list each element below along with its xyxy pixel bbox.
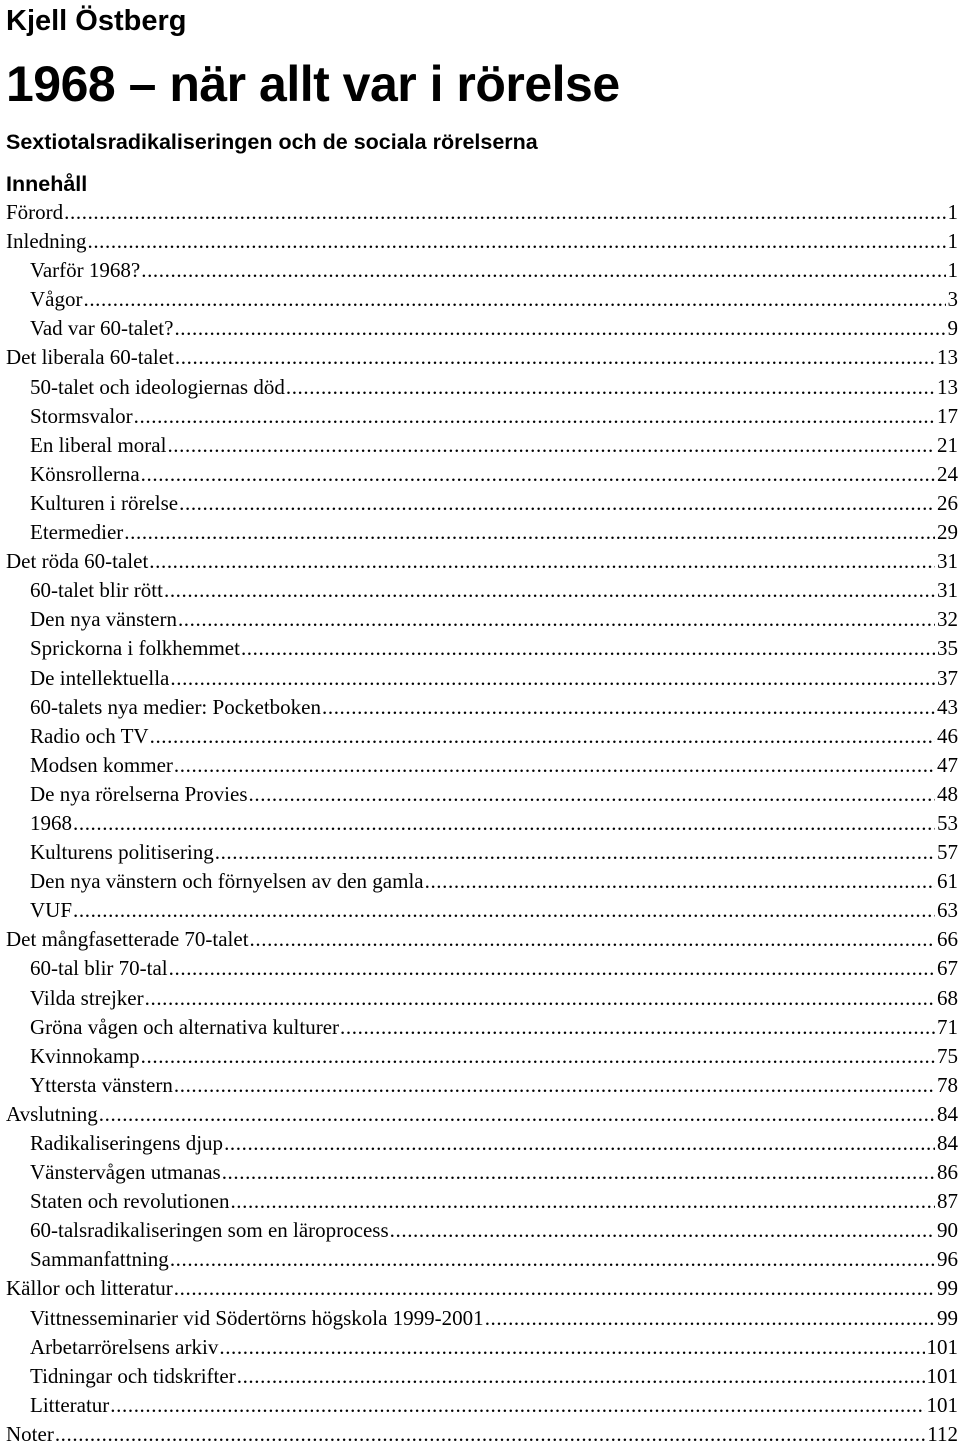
toc-dot-leader	[237, 1362, 925, 1391]
toc-entry[interactable]	[6, 1071, 958, 1100]
toc-entry-label: De nya rörelserna Provies	[30, 781, 248, 806]
toc-entry-label: Det mångfasetterade 70-talet	[6, 927, 249, 952]
author-name: Kjell Östberg	[6, 5, 187, 37]
toc-dot-leader	[73, 896, 935, 925]
toc-dot-leader	[219, 1333, 924, 1362]
toc-entry[interactable]	[6, 664, 958, 693]
subtitle: Sextiotalsradikaliseringen och de sociala rörelserna	[6, 130, 538, 154]
toc-dot-leader	[224, 1129, 935, 1158]
toc-dot-leader	[99, 1100, 935, 1129]
toc-entry[interactable]	[6, 984, 958, 1013]
toc-entry-page-number: 101	[926, 1334, 958, 1359]
toc-entry-label: 60-talets nya medier: Pocketboken	[30, 694, 321, 719]
toc-entry[interactable]	[6, 1187, 958, 1216]
toc-entry[interactable]	[6, 751, 958, 780]
toc-entry-page-number: 84	[937, 1131, 958, 1155]
toc-entry-label: Litteratur	[30, 1392, 110, 1417]
toc-dot-leader	[150, 722, 935, 751]
toc-dot-leader	[164, 576, 935, 605]
toc-dot-leader	[215, 838, 935, 867]
toc-entry[interactable]	[6, 431, 958, 460]
toc-entry-page-number: 86	[937, 1160, 958, 1185]
toc-entry-label: Vilda strejker	[30, 985, 144, 1010]
toc-entry[interactable]	[6, 867, 958, 896]
toc-entry[interactable]	[6, 634, 958, 663]
toc-dot-leader	[83, 285, 945, 314]
toc-entry[interactable]	[6, 1304, 958, 1333]
toc-entry[interactable]	[6, 809, 958, 838]
toc-entry[interactable]	[6, 285, 958, 314]
toc-dot-leader	[141, 1042, 935, 1071]
toc-entry[interactable]	[6, 1420, 958, 1449]
toc-entry[interactable]	[6, 343, 958, 372]
toc-entry-page-number: 68	[937, 985, 958, 1010]
table-of-contents	[6, 198, 958, 1449]
toc-entry-page-number: 1	[947, 200, 958, 224]
toc-entry-label: Det röda 60-talet	[6, 549, 149, 574]
toc-entry[interactable]	[6, 314, 958, 343]
toc-entry-label: En liberal moral	[30, 432, 167, 457]
toc-entry[interactable]	[6, 838, 958, 867]
toc-entry-page-number: 87	[937, 1189, 958, 1214]
toc-entry-page-number: 35	[937, 636, 958, 661]
toc-entry[interactable]	[6, 1013, 958, 1042]
toc-entry[interactable]	[6, 1158, 958, 1187]
toc-entry-label: Tidningar och tidskrifter	[30, 1363, 236, 1388]
toc-entry-page-number: 48	[937, 781, 958, 806]
toc-entry-label: Den nya vänstern	[30, 607, 177, 632]
toc-dot-leader	[241, 634, 935, 663]
toc-entry-label: Kulturen i rörelse	[30, 490, 179, 515]
toc-entry-label: Varför 1968?	[30, 258, 141, 283]
toc-dot-leader	[286, 373, 935, 402]
toc-entry-label: Vad var 60-talet?	[30, 316, 174, 341]
toc-entry-label: Yttersta vänstern	[30, 1072, 173, 1097]
toc-entry-page-number: 37	[937, 665, 958, 690]
toc-entry-label: Radikaliseringens djup	[30, 1131, 224, 1155]
toc-entry[interactable]	[6, 1042, 958, 1071]
toc-entry[interactable]	[6, 227, 958, 256]
toc-entry[interactable]	[6, 576, 958, 605]
toc-entry-page-number: 32	[937, 607, 958, 632]
toc-entry-label: Modsen kommer	[30, 752, 173, 777]
toc-dot-leader	[322, 693, 935, 722]
toc-entry-label: Källor och litteratur	[6, 1276, 173, 1301]
toc-entry-label: Arbetarrörelsens arkiv	[30, 1334, 219, 1359]
toc-dot-leader	[249, 780, 935, 809]
toc-entry-label: 60-talet blir rött	[30, 578, 163, 603]
toc-entry-page-number: 96	[937, 1247, 958, 1272]
toc-dot-leader	[170, 1245, 935, 1274]
toc-entry-label: Kulturens politisering	[30, 840, 214, 865]
toc-entry-page-number: 101	[926, 1392, 958, 1417]
toc-entry-label: Sammanfattning	[30, 1247, 169, 1272]
toc-dot-leader	[174, 1071, 935, 1100]
toc-entry-page-number: 57	[937, 840, 958, 865]
toc-entry[interactable]	[6, 1100, 958, 1129]
toc-dot-leader	[250, 925, 935, 954]
toc-dot-leader	[169, 954, 935, 983]
toc-entry[interactable]	[6, 1391, 958, 1420]
toc-entry[interactable]	[6, 1216, 958, 1245]
toc-dot-leader	[178, 605, 935, 634]
toc-entry-label: Radio och TV	[30, 723, 149, 748]
toc-entry-label: Kvinnokamp	[30, 1043, 140, 1068]
toc-entry-page-number: 24	[937, 461, 958, 486]
toc-entry-label: VUF	[30, 898, 73, 923]
toc-entry[interactable]	[6, 693, 958, 722]
toc-dot-leader	[64, 198, 945, 227]
toc-entry-page-number: 13	[937, 345, 958, 370]
toc-dot-leader	[425, 867, 935, 896]
toc-entry[interactable]	[6, 198, 958, 227]
toc-entry-page-number: 66	[937, 927, 958, 952]
toc-entry[interactable]	[6, 722, 958, 751]
toc-entry[interactable]	[6, 489, 958, 518]
toc-entry-label: De intellektuella	[30, 665, 170, 690]
toc-dot-leader	[340, 1013, 935, 1042]
toc-entry-label: Den nya vänstern och förnyelsen av den gamla	[30, 869, 424, 894]
toc-entry-page-number: 63	[937, 898, 958, 923]
toc-entry-page-number: 46	[937, 723, 958, 748]
toc-entry-label: Inledning	[6, 229, 87, 254]
toc-entry-label: 60-tal blir 70-tal	[30, 956, 168, 981]
toc-entry-label: Det liberala 60-talet	[6, 345, 174, 370]
toc-entry[interactable]	[6, 896, 958, 925]
toc-entry-page-number: 43	[937, 694, 958, 719]
toc-entry-page-number: 75	[937, 1043, 958, 1068]
toc-dot-leader	[174, 1274, 935, 1303]
toc-entry-page-number: 26	[937, 490, 958, 515]
toc-dot-leader	[174, 751, 935, 780]
toc-dot-leader	[87, 227, 945, 256]
toc-dot-leader	[175, 343, 935, 372]
toc-entry-page-number: 101	[926, 1363, 958, 1388]
toc-entry[interactable]	[6, 954, 958, 983]
toc-entry[interactable]	[6, 1274, 958, 1303]
toc-entry[interactable]	[6, 605, 958, 634]
toc-entry-label: Vågor	[30, 287, 83, 312]
toc-entry-label: 1968	[30, 810, 72, 835]
toc-entry-page-number: 84	[937, 1101, 958, 1126]
toc-entry-label: Förord	[6, 200, 64, 224]
toc-entry-page-number: 1	[947, 258, 958, 283]
toc-entry-label: Sprickorna i folkhemmet	[30, 636, 240, 661]
toc-entry-label: 60-talsradikaliseringen som en läroprocess	[30, 1218, 389, 1243]
toc-entry-page-number: 21	[937, 432, 958, 457]
toc-dot-leader	[55, 1420, 925, 1449]
toc-entry-label: Etermedier	[30, 520, 124, 545]
toc-dot-leader	[149, 547, 935, 576]
toc-dot-leader	[485, 1304, 935, 1333]
toc-entry-label: Noter	[6, 1421, 54, 1446]
toc-entry-label: Avslutning	[6, 1101, 98, 1126]
toc-entry-page-number: 53	[937, 810, 958, 835]
toc-entry-label: Vänstervågen utmanas	[30, 1160, 221, 1185]
toc-dot-leader	[73, 809, 935, 838]
toc-entry[interactable]	[6, 460, 958, 489]
toc-dot-leader	[390, 1216, 935, 1245]
toc-dot-leader	[124, 518, 935, 547]
toc-entry[interactable]	[6, 1333, 958, 1362]
toc-entry-page-number: 17	[937, 403, 958, 428]
toc-dot-leader	[141, 460, 935, 489]
toc-entry-page-number: 31	[937, 578, 958, 603]
toc-entry[interactable]	[6, 518, 958, 547]
toc-entry-page-number: 99	[937, 1305, 958, 1330]
toc-entry[interactable]	[6, 925, 958, 954]
toc-heading: Innehåll	[6, 172, 88, 196]
toc-dot-leader	[170, 664, 935, 693]
toc-entry-page-number: 112	[927, 1421, 958, 1446]
toc-entry[interactable]	[6, 780, 958, 809]
toc-entry-page-number: 9	[947, 316, 958, 341]
toc-dot-leader	[230, 1187, 935, 1216]
toc-entry-label: Gröna vågen och alternativa kulturer	[30, 1014, 340, 1039]
toc-entry-label: Stormsvalor	[30, 403, 133, 428]
toc-entry-label: 50-talet och ideologiernas död	[30, 374, 285, 399]
toc-entry[interactable]	[6, 1362, 958, 1391]
toc-dot-leader	[167, 431, 935, 460]
toc-entry-page-number: 3	[947, 287, 958, 312]
toc-entry-page-number: 71	[937, 1014, 958, 1039]
toc-dot-leader	[110, 1391, 924, 1420]
toc-dot-leader	[174, 314, 945, 343]
toc-entry-page-number: 31	[937, 549, 958, 574]
toc-entry[interactable]	[6, 547, 958, 576]
toc-entry[interactable]	[6, 373, 958, 402]
toc-dot-leader	[222, 1158, 935, 1187]
toc-entry-label: Staten och revolutionen	[30, 1189, 230, 1214]
toc-dot-leader	[145, 984, 935, 1013]
toc-dot-leader	[141, 256, 945, 285]
toc-entry-page-number: 13	[937, 374, 958, 399]
toc-entry-label: Vittnesseminarier vid Södertörns högskola 1999-2001	[30, 1305, 484, 1330]
toc-entry-page-number: 61	[937, 869, 958, 894]
page-title: 1968 – när allt var i rörelse	[6, 56, 620, 112]
toc-entry[interactable]	[6, 1245, 958, 1274]
toc-entry-page-number: 1	[947, 229, 958, 254]
toc-entry[interactable]	[6, 1129, 958, 1158]
toc-entry[interactable]	[6, 402, 958, 431]
toc-entry-label: Könsrollerna	[30, 461, 140, 486]
toc-entry-page-number: 29	[937, 520, 958, 545]
toc-entry-page-number: 78	[937, 1072, 958, 1097]
toc-entry[interactable]	[6, 256, 958, 285]
toc-entry-page-number: 47	[937, 752, 958, 777]
toc-entry-page-number: 90	[937, 1218, 958, 1243]
toc-entry-page-number: 67	[937, 956, 958, 981]
toc-entry-page-number: 99	[937, 1276, 958, 1301]
toc-dot-leader	[179, 489, 935, 518]
toc-dot-leader	[134, 402, 935, 431]
